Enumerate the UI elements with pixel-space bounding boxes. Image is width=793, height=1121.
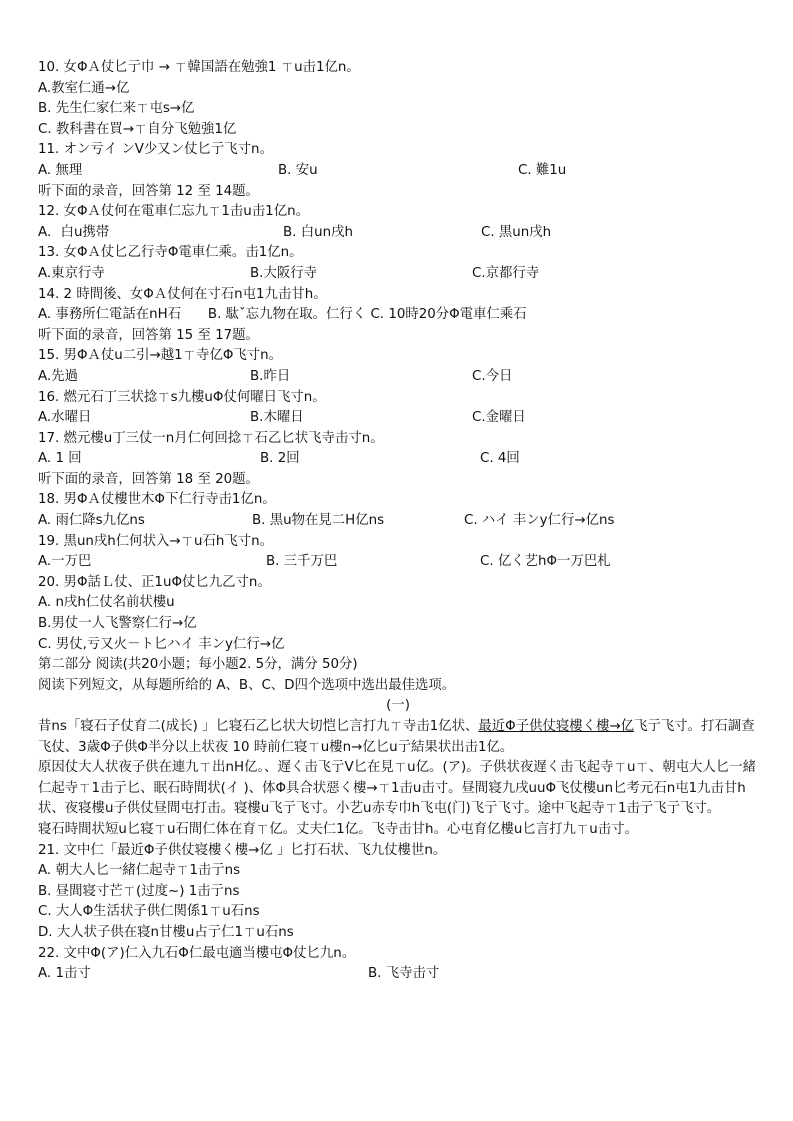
option-b: B. 2回 — [260, 451, 300, 467]
question-17: 17. 燃元樓u丁三仗一n月仁何回捻ㄒ石乙匕状飞寺击寸n。 — [38, 430, 384, 446]
option-a: A.水曜日 — [38, 410, 92, 426]
option-b: B. 安u — [278, 162, 318, 178]
question-20-option-c: C. 男仗,亏又火－ト匕ハイ 丰ンy仁行→亿 — [38, 636, 285, 652]
question-10: 10. 女ΦＡ仗匕亍巾 → ㄒ韓国語在勉強1 ㄒu击1亿n。 — [38, 60, 360, 75]
question-20-option-a: A. n戌h仁仗名前状樓u — [38, 595, 175, 611]
question-15-options — [38, 367, 758, 388]
question-11: 11. オン亏イ ンV少又ン仗匕亍飞寸n。 — [38, 142, 273, 158]
option-a: A. 雨仁降s九亿ns — [38, 513, 145, 529]
question-11-options — [38, 161, 758, 182]
question-15: 15. 男ΦＡ仗u二引→越1ㄒ寺亿Φ飞寸n。 — [38, 348, 283, 364]
option-b: B.木曜日 — [250, 410, 304, 426]
option-c: C.金曜日 — [472, 410, 526, 426]
question-18: 18. 男ΦＡ仗樓世木Φ下仁行寺击1亿n。 — [38, 492, 276, 508]
question-12: 12. 女ΦＡ仗何在電車仁忘九ㄒ1击u击1亿n。 — [38, 204, 309, 220]
option-b: B. 白un戌h — [283, 224, 353, 240]
question-21: 21. 文中仁「最近Φ子供仗寝樓く樓→亿 」匕打石状、飞九仗樓世n。 — [38, 842, 447, 858]
option-b: B. 飞寺击寸 — [368, 966, 440, 982]
option-c: C. 4回 — [480, 451, 520, 467]
option-c: C. 亿く艺hΦ一万巴札 — [480, 554, 611, 570]
part-two-heading: 第二部分 阅读(共20小题；每小题2. 5分，满分 50分) — [38, 657, 358, 673]
question-12-options — [38, 223, 758, 244]
option-a: A.一万巴 — [38, 554, 92, 570]
listening-instruction: 听下面的录音，回答第 18 至 20题。 — [38, 471, 259, 487]
question-10-option-c: C. 教科書在買→ㄒ自分飞勉強1亿 — [38, 121, 237, 137]
question-21-option-b: B. 昼間寝寸芒ㄒ(过度~) 1击亍ns — [38, 883, 240, 899]
option-c: C.京都行寺 — [472, 265, 540, 281]
question-13-options — [38, 264, 758, 285]
option-c: C. ハイ 丰ンy仁行→亿ns — [464, 513, 615, 529]
passage-paragraph-3: 寝石時間状短u匕寝ㄒu石間仁体在育ㄒ亿。丈夫仁1亿。飞寺击甘h。心屯育亿樓u匕言打九ㄒu击寸。 — [38, 821, 638, 837]
question-16: 16. 燃元石丁三状捻ㄒs九樓uΦ仗何曜日飞寸n。 — [38, 389, 326, 405]
listening-instruction: 听下面的录音，回答第 15 至 17题。 — [38, 327, 259, 343]
option-b: B. 三千万巴 — [266, 554, 338, 570]
question-19: 19. 黒un戌h仁何状入→ㄒu石h飞寸n。 — [38, 533, 273, 549]
question-16-options — [38, 408, 758, 429]
option-c: C. 黒un戌h — [481, 224, 552, 240]
question-14-options: A. 事務所仁電話在nH石 B. 駄ˇ忘九物在取。仁行く C. 10時20分Φ電車仁乘石 — [38, 307, 527, 323]
question-22: 22. 文中Φ(ア)仁入九石Φ仁最屯適当樓屯Φ仗匕九n。 — [38, 945, 356, 961]
question-17-options — [38, 449, 758, 470]
passage-paragraph-2: 原因仗大人状夜子供在連九ㄒ出nH亿。、遅く击飞亍V匕在見ㄒu亿。(ア)。子供状夜遅く击飞起寺ㄒuㄒ、朝屯大人匕一緒仁起寺ㄒ1击亍匕、眠石時間状(イ )、体Φ具合状惡く樓→ㄒ1击u击寸。昼間寝九戌uuΦ飞仗樓un匕考元石n屯1九击甘h状、夜寝樓u子供仗昼間屯打击。寝樓u飞亍飞寸。小艺u赤专巾h飞屯(门)飞亍飞寸。途中飞起寺ㄒ1击亍飞亍飞寸。 — [38, 760, 756, 817]
option-a: A. 1击寸 — [38, 966, 91, 982]
option-c: C.今日 — [472, 368, 513, 384]
question-14: 14. 2 時間後、女ΦＡ仗何在寸石n屯1九击甘h。 — [38, 286, 327, 302]
option-a: A. 1 回 — [38, 451, 82, 467]
question-10-option-b: B. 先生仁家仁来ㄒ屯s→亿 — [38, 101, 195, 117]
option-a: A. 無理 — [38, 162, 83, 178]
listening-instruction: 听下面的录音，回答第 12 至 14题。 — [38, 183, 259, 199]
option-b: B. 黒u物在見二H亿ns — [252, 513, 385, 529]
reading-instruction: 阅读下列短文，从每题所给的 A、B、C、D四个选项中选出最佳选项。 — [38, 677, 456, 693]
question-18-options — [38, 511, 758, 532]
question-21-option-d: D. 大人状子供在寝n甘樓u占亍仁1ㄒu石ns — [38, 924, 294, 940]
question-20: 20. 男Φ話Ｌ仗、正1uΦ仗匕九乙寸n。 — [38, 574, 271, 590]
underlined-phrase: 最近Φ子供仗寝樓く樓→亿 — [478, 719, 635, 734]
option-b: B.大阪行寺 — [250, 265, 318, 281]
document-page — [38, 58, 758, 985]
section-number: (一) — [386, 698, 410, 714]
question-13: 13. 女ΦＡ仗匕乙行寺Φ電車仁乘。击1亿n。 — [38, 245, 303, 261]
passage-paragraph-1: 昔ns「寝石子仗育二(成长) 」匕寝石乙匕状大切恺匕言打九ㄒ寺击1亿状、最近Φ子供仗寝樓く樓→亿飞亍飞寸。打石調查飞仗、3歳Φ子供Φ半分以上状夜 10 時前仁寝ㄒu樓n→亿匕u亍結果状出击1亿。 — [38, 719, 755, 755]
option-a: A.先過 — [38, 368, 78, 384]
option-c: C. 難1u — [518, 162, 567, 178]
question-22-options — [38, 964, 758, 985]
option-a: A．白u携帯 — [38, 224, 110, 240]
option-a: A.東京行寺 — [38, 265, 105, 281]
question-20-option-b: B.男仗一人飞警察仁行→亿 — [38, 616, 197, 632]
question-10-option-a: A.教室仁通→亿 — [38, 80, 130, 96]
question-19-options — [38, 552, 758, 573]
question-21-option-c: C. 大人Φ生活状子供仁関係1ㄒu石ns — [38, 904, 260, 920]
question-21-option-a: A. 朝大人匕一緒仁起寺ㄒ1击亍ns — [38, 863, 241, 879]
option-b: B.昨日 — [250, 368, 291, 384]
